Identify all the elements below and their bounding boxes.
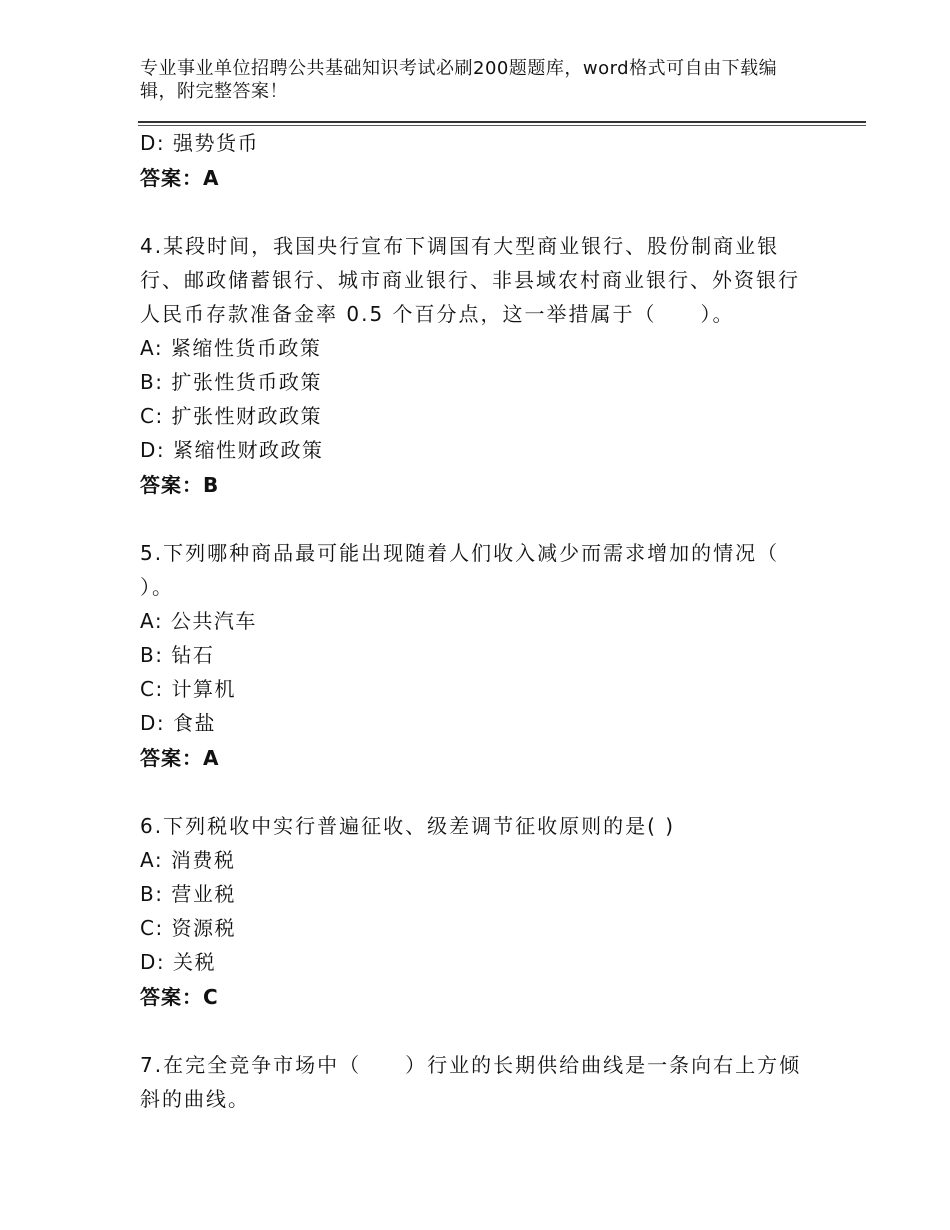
question-6-option-b: B: 营业税 — [140, 882, 236, 906]
option-d: D: 强势货币 — [140, 131, 259, 155]
question-5-line-2: ）。 — [140, 575, 174, 599]
question-5-option-b: B: 钻石 — [140, 643, 215, 667]
question-6-option-c: C: 资源税 — [140, 916, 237, 940]
question-7-line-1: 7.在完全竞争市场中（ ）行业的长期供给曲线是一条向右上方倾 — [140, 1053, 802, 1077]
question-6-option-d: D: 关税 — [140, 950, 216, 974]
header-divider-thin — [138, 125, 866, 126]
question-4-line-2: 行、邮政储蓄银行、城市商业银行、非县域农村商业银行、外资银行 — [140, 268, 800, 292]
question-6-option-a: A: 消费税 — [140, 848, 236, 872]
question-5-line-1: 5.下列哪种商品最可能出现随着人们收入减少而需求增加的情况（ — [140, 541, 780, 565]
question-4-option-a: A: 紧缩性货币政策 — [140, 336, 322, 360]
question-4-line-1: 4.某段时间，我国央行宣布下调国有大型商业银行、股份制商业银 — [140, 234, 780, 258]
question-5-option-c: C: 计算机 — [140, 677, 237, 701]
question-4-answer: 答案：B — [140, 473, 220, 497]
question-6-line-1: 6.下列税收中实行普遍征收、级差调节征收原则的是( ) — [140, 814, 676, 838]
question-7-line-2: 斜的曲线。 — [140, 1087, 250, 1111]
answer-line: 答案：A — [140, 166, 220, 190]
page-header: 专业事业单位招聘公共基础知识考试必刷200题题库，word格式可自由下载编辑，附完整答案！ — [140, 58, 778, 102]
question-6-answer: 答案：C — [140, 985, 219, 1009]
header-divider-thick — [138, 121, 866, 123]
question-5-option-a: A: 公共汽车 — [140, 609, 257, 633]
question-4-line-3: 人民币存款准备金率 0.5 个百分点，这一举措属于（ ）。 — [140, 302, 735, 326]
question-5-option-d: D: 食盐 — [140, 711, 216, 735]
question-4-option-b: B: 扩张性货币政策 — [140, 370, 322, 394]
question-4-option-d: D: 紧缩性财政政策 — [140, 438, 324, 462]
question-4-option-c: C: 扩张性财政政策 — [140, 404, 323, 428]
question-5-answer: 答案：A — [140, 746, 220, 770]
